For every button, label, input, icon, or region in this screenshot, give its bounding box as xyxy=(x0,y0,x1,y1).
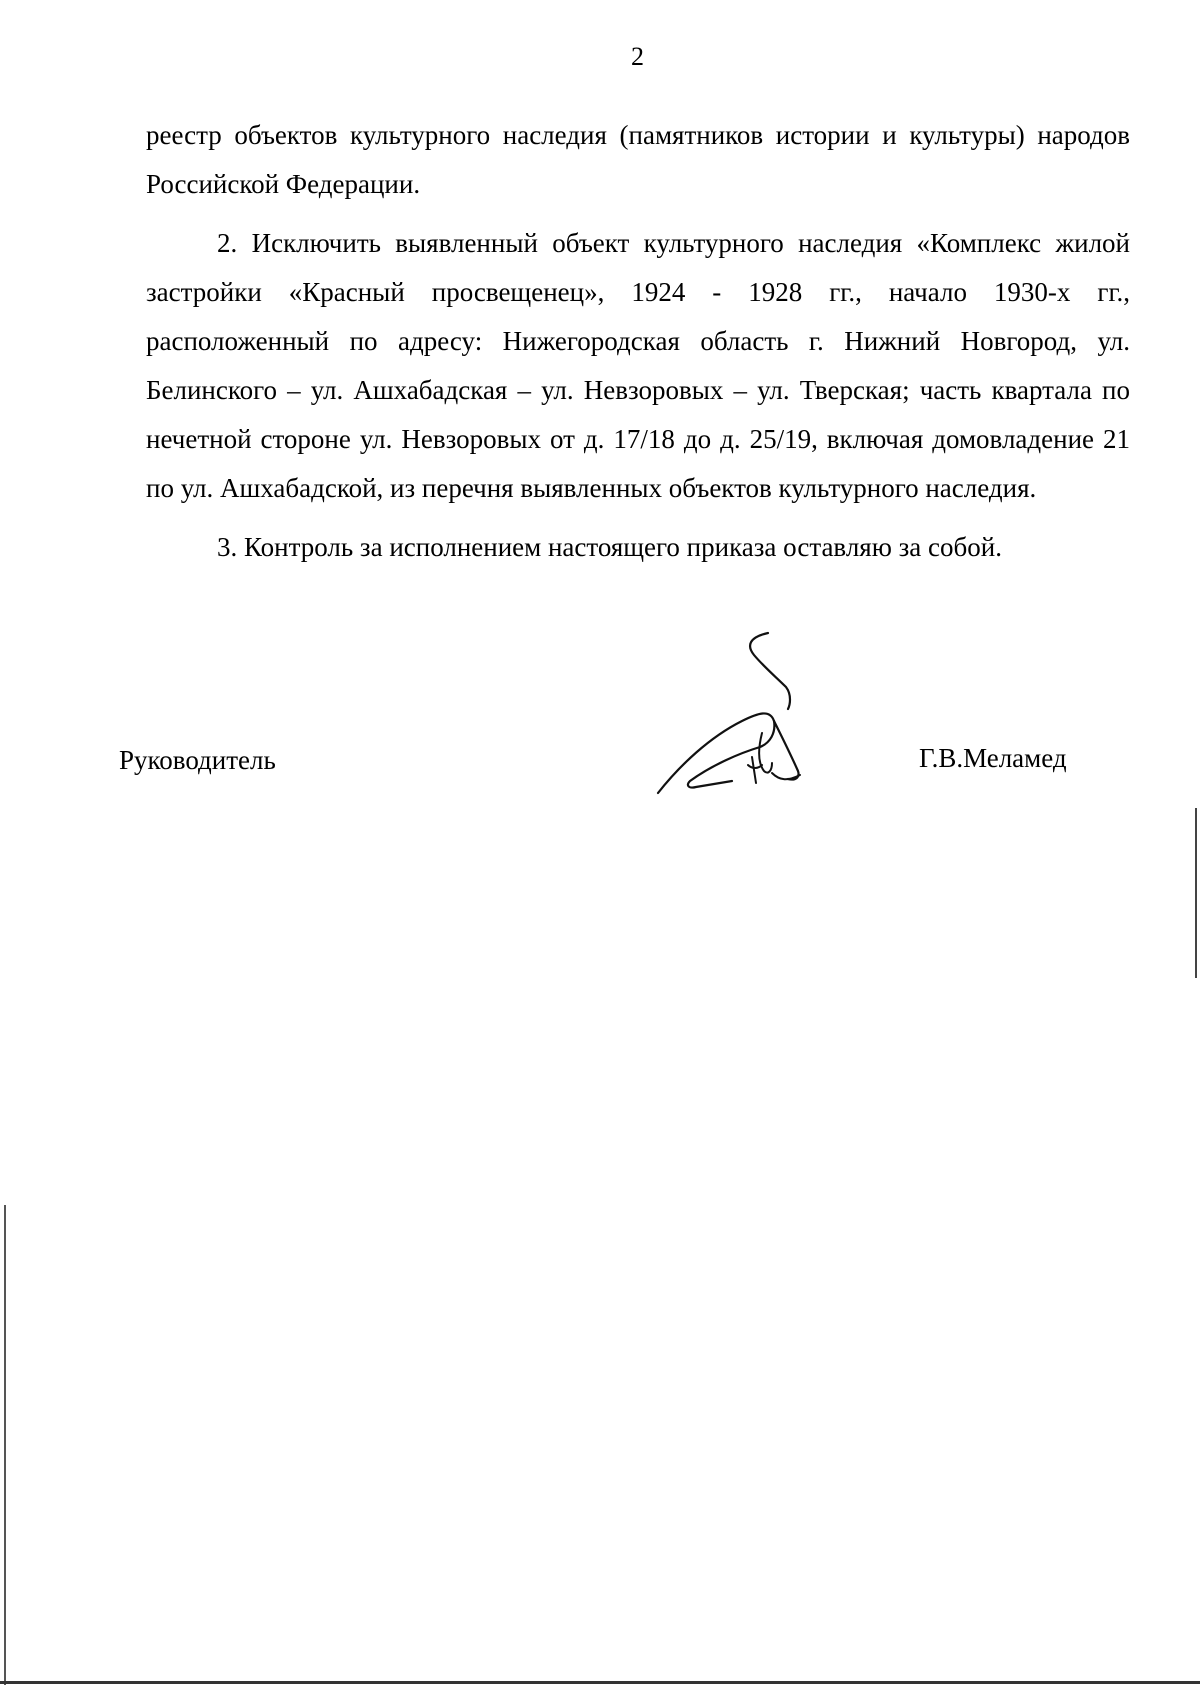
scan-edge-line xyxy=(1195,808,1197,978)
paragraph-item-2: 2. Исключить выявленный объект культурного наследия «Комплекс жилой застройки «Красный просвещенец», 1924 - 1928 гг., начало 1930-х гг., расположенный по адресу: Нижегородская область г. Нижний Новгород, ул. Белинского – ул. Ашхабадская – ул. Невзоровых – ул. Тверская; часть квартала по нечетной стороне ул. Невзоровых от д. 17/18 до д. 25/19, включая домовладение 21 по ул. Ашхабадской, из перечня выявленных объектов культурного наследия. xyxy=(146,228,1130,503)
signatory-name: Г.В.Меламед xyxy=(919,743,1067,773)
document-body xyxy=(146,111,1130,582)
handwritten-signature xyxy=(650,625,830,805)
paragraph-item-3: 3. Контроль за исполнением настоящего приказа оставляю за собой. xyxy=(217,532,1002,562)
scan-edge-line xyxy=(4,1205,6,1685)
page-number: 2 xyxy=(631,42,644,71)
signatory-title: Руководитель xyxy=(119,745,276,775)
paragraph-continuation: реестр объектов культурного наследия (памятников истории и культуры) народов Российской Федерации. xyxy=(146,120,1130,199)
scan-edge-line xyxy=(0,1681,1200,1684)
